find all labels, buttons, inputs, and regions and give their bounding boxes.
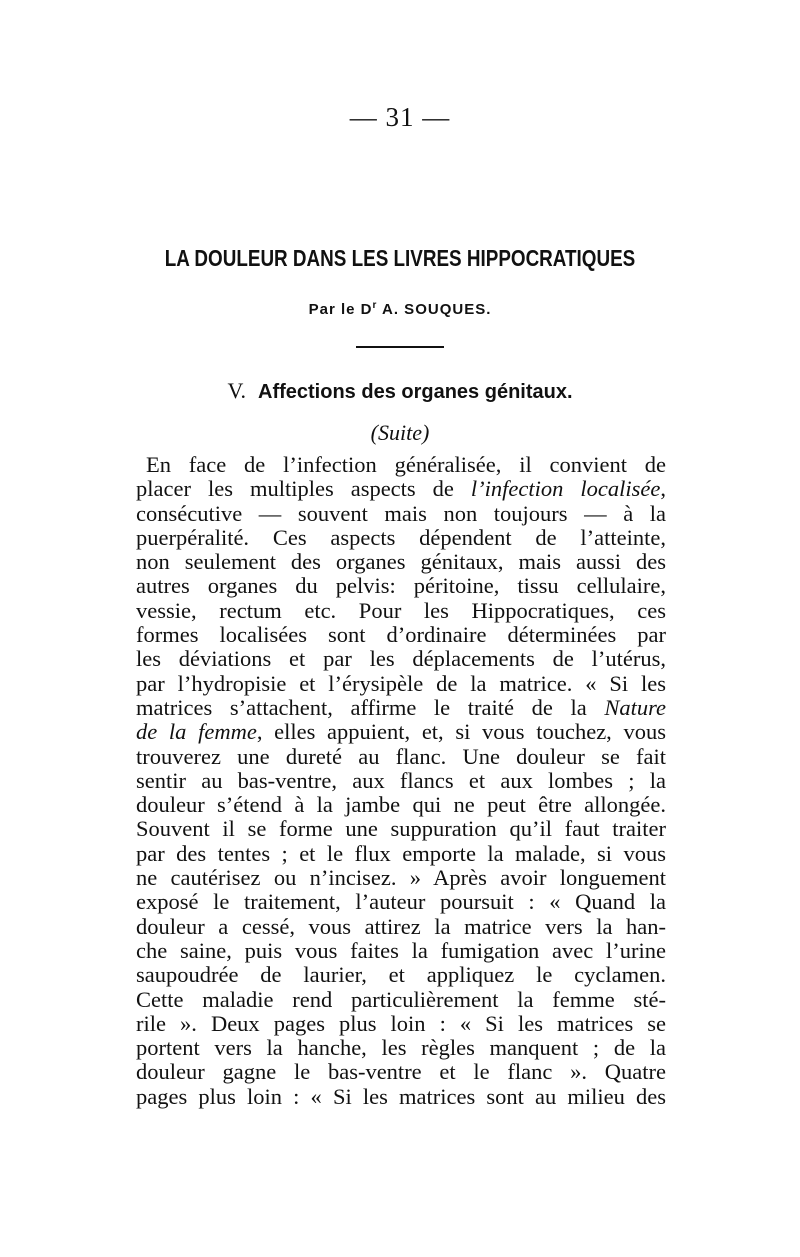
emphasis-text: de la femme [136,719,257,745]
text-line [136,1012,666,1036]
text-line [136,745,666,769]
text-line [136,939,666,963]
text-segment: par des tentes ; et le flux emporte la malade, si vous [136,840,666,866]
byline-superscript: r [372,300,378,311]
text-segment: pages plus loin : « Si les matrices sont au milieu des [136,1083,666,1109]
text-segment: matrices s’attachent, affirme le traité de la [136,694,605,720]
text-line [136,817,666,841]
text-segment: consécutive — souvent mais non toujours — à la [136,500,666,526]
text-line [136,550,666,574]
text-segment: placer les multiples aspects de [136,476,471,502]
title-divider [356,346,444,348]
section-heading [0,378,800,404]
text-segment: les déviations et par les déplacements de l’utérus, [136,646,666,672]
section-title: Affections des organes génitaux. [258,381,573,403]
text-segment: che saine, puis vous faites la fumigation avec l’urine [136,937,666,963]
text-segment: puerpéralité. Ces aspects dépendent de l’atteinte, [136,524,666,550]
text-line [136,769,666,793]
text-segment: ne cautérisez ou n’incisez. » Après avoir longuement [136,865,666,891]
text-line [136,647,666,671]
text-segment: En face de l’infection généralisée, il convient de [146,452,666,477]
byline [0,300,800,318]
text-segment: rile ». Deux pages plus loin : « Si les matrices se [136,1010,666,1036]
text-segment: par l’hydropisie et l’érysipèle de la matrice. « Si les [136,670,666,696]
section-subtitle: (Suite) [370,420,430,445]
emphasis-text: Nature [604,694,666,720]
text-line [136,574,666,598]
text-segment: vessie, rectum etc. Pour les Hippocratiques, ces [136,597,666,623]
text-segment: portent vers la hanche, les règles manquent ; de la [136,1035,666,1061]
text-line [136,866,666,890]
byline-prefix: Par le D [308,301,373,318]
text-segment: autres organes du pelvis: péritoine, tissu cellulaire, [136,573,666,599]
text-line [136,890,666,914]
text-line [136,1060,666,1084]
text-segment: douleur gagne le bas-ventre et le flanc ». Quatre [136,1059,666,1085]
text-line [136,477,666,501]
text-line [136,1036,666,1060]
text-segment: douleur s’étend à la jambe qui ne peut être allongée. [136,792,666,818]
text-line [136,623,666,647]
text-segment: saupoudrée de laurier, et appliquez le cyclamen. [136,962,666,988]
text-segment: , elles appuient, et, si vous touchez, vous [256,719,666,745]
text-line [136,988,666,1012]
text-line [136,453,666,477]
body-paragraph [136,453,666,1109]
text-line [136,502,666,526]
text-line [136,720,666,744]
page-number: — 31 — [349,102,451,132]
section-number: V. [227,378,247,403]
text-line [136,963,666,987]
byline-author: A. SOUQUES. [377,301,492,318]
text-line [136,842,666,866]
text-segment: formes localisées sont d’ordinaire déterminées par [136,622,666,648]
text-line [136,599,666,623]
text-line [136,793,666,817]
text-segment: Souvent il se forme une suppuration qu’il faut traiter [136,816,666,842]
text-line [136,672,666,696]
text-line [136,526,666,550]
text-segment: non seulement des organes génitaux, mais aussi des [136,549,666,575]
text-segment: sentir au bas-ventre, aux flancs et aux lombes ; la [136,767,666,793]
text-line [136,696,666,720]
text-line [136,915,666,939]
text-line [136,1085,666,1109]
article-title: LA DOULEUR DANS LES LIVRES HIPPOCRATIQUES [164,245,636,271]
text-segment: trouverez une dureté au flanc. Une douleur se fait [136,743,666,769]
text-segment: douleur a cessé, vous attirez la matrice vers la han- [136,913,666,939]
text-segment: exposé le traitement, l’auteur poursuit : « Quand la [136,889,666,915]
emphasis-text: l’infection localisée [470,476,661,502]
text-segment: , [660,476,666,502]
text-segment: Cette maladie rend particulièrement la femme sté- [136,986,666,1012]
